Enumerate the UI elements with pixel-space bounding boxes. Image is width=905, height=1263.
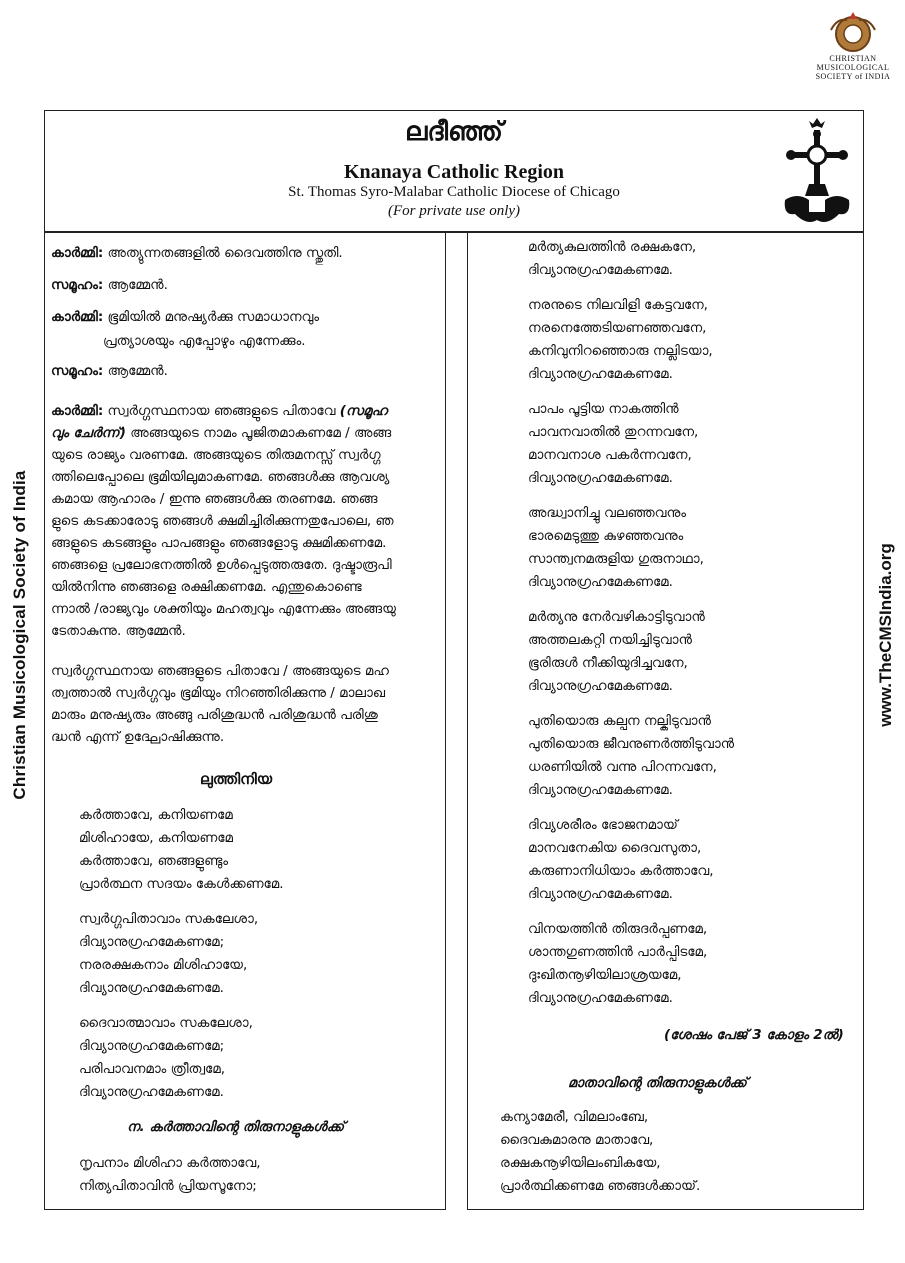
stanza-line: ദിവ്യാനുഗ്രഹമേകണമേ; — [79, 934, 225, 950]
diocese-name: St. Thomas Syro-Malabar Catholic Diocese of Chicago — [288, 184, 620, 200]
stanza-line: പ്രാർത്ഥിക്കണമേ ഞങ്ങൾക്കായ്. — [500, 1178, 701, 1194]
stanza-line: പുതിയൊരു കല്പന നല്കിടുവാൻ — [528, 713, 711, 729]
stanza-line: ദിവ്യാനുഗ്രഹമേകണമേ. — [528, 470, 673, 486]
stanza-line: പാവനവാതിൽ തുറന്നവനേ, — [528, 424, 699, 440]
prayer-line: യുടെ രാജ്യം വരണമേ. അങ്ങയുടെ തിരുമനസ്സ് സ്വർഗ്ഗ — [51, 447, 381, 463]
stanza-line: ദുഃഖിതനൂഴിയിലാശ്രയമേ, — [528, 967, 682, 983]
litany-heading: ലുത്തിനിയ — [200, 770, 273, 788]
prayer-line: ളുടെ കടക്കാരോടു ഞങ്ങൾ ക്ഷമിച്ചിരിക്കുന്നതുപോലെ, ഞ — [51, 513, 394, 529]
stanza-line: പ്രാർത്ഥന സദയം കേൾക്കണമേ. — [79, 876, 284, 892]
stanza-line: ദിവ്യാനുഗ്രഹമേകണമേ. — [528, 990, 673, 1006]
stanza-line: ദിവ്യാനുഗ്രഹമേകണമേ. — [79, 1084, 224, 1100]
praise-line: മാരും മനുഷ്യരും അങ്ങു പരിശുദ്ധൻ പരിശുദ്ധൻ പരിശു — [51, 707, 378, 723]
stanza-line: സാന്ത്വനമരുളിയ ഗുരുനാഥാ, — [528, 551, 704, 567]
side-text-left-label: Christian Musicological Society of India — [10, 470, 29, 800]
stanza-line: പുതിയൊരു ജീവനുണർത്തിടുവാൻ — [528, 736, 735, 752]
stanza-line: മിശിഹായേ, കനിയണമേ — [79, 830, 233, 846]
stanza-line: ഭൂരിരുൾ നീക്കിയുദിച്ചവനേ, — [528, 655, 688, 671]
prayer-line: ഞങ്ങളെ പ്രലോഭനത്തിൽ ഉൾപ്പെടുത്തരുതേ. ദുഷ്ടാരൂപി — [51, 557, 392, 573]
page-title: ലദീഞ്ഞ് — [405, 117, 503, 147]
logo-line-1: CHRISTIAN — [829, 54, 877, 63]
stanza-line: ദിവ്യാനുഗ്രഹമേകണമേ. — [528, 782, 673, 798]
cms-emblem-icon — [823, 10, 883, 54]
stanza-line: മർത്യകുലത്തിൻ രക്ഷകനേ, — [528, 239, 697, 255]
stanza-line: ദിവ്യാനുഗ്രഹമേകണമേ; — [79, 1038, 225, 1054]
logo-line-3: SOCIETY of INDIA — [815, 72, 891, 81]
stanza-line: ദിവ്യാനുഗ്രഹമേകണമേ. — [528, 886, 673, 902]
stanza-line: നിത്യപിതാവിൻ പ്രിയസൂനോ; — [79, 1178, 257, 1194]
stanza-line: നരനുടെ നിലവിളി കേട്ടവനേ, — [528, 297, 708, 313]
community-line-2: സമൂഹം: ആമ്മേൻ. — [51, 363, 168, 379]
logo-line-2: MUSICOLOGICAL — [816, 63, 890, 72]
stanza-line: ദിവ്യാനുഗ്രഹമേകണമേ. — [528, 678, 673, 694]
celebrant-line-1: കാർമ്മി: അത്യുന്നതങ്ങളിൽ ദൈവത്തിനു സ്തുതി. — [51, 245, 343, 261]
knanaya-cross-icon — [779, 116, 855, 228]
stanza-line: നൃപനാം മിശിഹാ കർത്താവേ, — [79, 1155, 261, 1171]
stanza-line: നരനെത്തേടിയണഞ്ഞവനേ, — [528, 320, 707, 336]
stanza-line: കരുണാനിധിയാം കർത്താവേ, — [528, 863, 714, 879]
stanza-line: പരിപാവനമാം ത്രീത്വമേ, — [79, 1061, 226, 1077]
feast-heading: ന. കർത്താവിന്റെ തിരുനാളുകൾക്ക് — [127, 1119, 345, 1135]
left-column — [44, 232, 446, 1210]
prayer-line: കമായ ആഹാരം / ഇന്നു ഞങ്ങൾക്കു തരണമേ. ഞങ്ങ — [51, 491, 378, 507]
stanza-line: ദിവ്യാനുഗ്രഹമേകണമേ. — [528, 262, 673, 278]
private-use-note: (For private use only) — [387, 203, 521, 219]
prayer-line: ത്തിലെപ്പോലെ ഭൂമിയിലുമാകണമേ. ഞങ്ങൾക്കു ആവശ്യ — [51, 469, 390, 485]
prayer-line: യിൽനിന്നു ഞങ്ങളെ രക്ഷിക്കണമേ. എന്തുകൊണ്ടെ — [51, 579, 362, 595]
stanza-line: ദിവ്യശരീരം ഭോജനമായ് — [528, 817, 678, 833]
stanza-line: നരരക്ഷകനാം മിശിഹായേ, — [79, 957, 248, 973]
header-box — [44, 110, 864, 232]
prayer-line: ന്നാൽ /രാജ്യവും ശക്തിയും മഹത്വവും എന്നേക്കും അങ്ങയു — [51, 601, 396, 617]
column-divider — [446, 232, 467, 233]
stanza-line: കന്യാമേരീ, വിമലാംബേ, — [500, 1109, 649, 1125]
stanza-line: ദൈവകുമാരനു മാതാവേ, — [500, 1132, 654, 1148]
stanza-line: ശാന്തഗുണത്തിൻ പാർപ്പിടമേ, — [528, 944, 708, 960]
stanza-line: അദ്ധ്വാനിച്ചു വലഞ്ഞവനും — [528, 505, 687, 521]
stanza-line: ദൈവാത്മാവാം സകലേശാ, — [79, 1015, 253, 1031]
stanza-line: കർത്താവേ, കനിയണമേ — [79, 807, 233, 823]
stanza-line: ഭാരമെടുത്തു കുഴഞ്ഞവനും — [528, 528, 684, 544]
website-url: www.TheCMSIndia.org — [876, 543, 895, 727]
stanza-line: മാനവനാശ പകർന്നവനേ, — [528, 447, 692, 463]
stanza-line: കർത്താവേ, ഞങ്ങളുണ്ടും — [79, 853, 229, 869]
right-column — [467, 232, 864, 1210]
stanza-line: സ്വർഗ്ഗപിതാവാം സകലേശാ, — [79, 911, 259, 927]
praise-line: ത്വത്താൽ സ്വർഗ്ഗവും ഭൂമിയും നിറഞ്ഞിരിക്കുന്നു / മാലാഖ — [51, 685, 386, 701]
stanza-line: മാനവനേകിയ ദൈവസുതാ, — [528, 840, 702, 856]
stanza-line: ദിവ്യാനുഗ്രഹമേകണമേ. — [528, 366, 673, 382]
stanza-line: രക്ഷകനൂഴിയിലംബികയേ, — [500, 1155, 661, 1171]
prayer-line: കാർമ്മി: സ്വർഗ്ഗസ്ഥനായ ഞങ്ങളുടെ പിതാവേ (സമൂഹ — [51, 403, 388, 419]
side-text-left — [0, 445, 40, 825]
cms-logo — [808, 10, 898, 92]
stanza-line: ദിവ്യാനുഗ്രഹമേകണമേ. — [528, 574, 673, 590]
prayer-line: ങ്ങളുടെ കടങ്ങളും പാപങ്ങളും ഞങ്ങളോടു ക്ഷമിക്കണമേ. — [51, 535, 387, 551]
praise-line: സ്വർഗ്ഗസ്ഥനായ ഞങ്ങളുടെ പിതാവേ / അങ്ങയുടെ മഹ — [51, 663, 389, 679]
continued-note: (ശേഷം പേജ് 3 കോളം 2ൽ) — [664, 1027, 844, 1043]
community-line-1: സമൂഹം: ആമ്മേൻ. — [51, 277, 168, 293]
stanza-line: ദിവ്യാനുഗ്രഹമേകണമേ. — [79, 980, 224, 996]
region-name: Knanaya Catholic Region — [343, 161, 565, 183]
celebrant-line-2: കാർമ്മി: ഭൂമിയിൽ മനുഷ്യർക്കു സമാധാനവും — [51, 309, 320, 325]
stanza-line: ധരണിയിൽ വന്നു പിറന്നവനേ, — [528, 759, 717, 775]
stanza-line: വിനയത്തിൻ തിരുദർപ്പണമേ, — [528, 921, 708, 937]
side-text-right — [866, 525, 905, 745]
celebrant-line-2b: പ്രത്യാശയും എപ്പോഴും എന്നേക്കും. — [103, 333, 306, 349]
stanza-line: കനിവുനിറഞ്ഞൊരു നല്ലിടയാ, — [528, 343, 713, 359]
stanza-line: അത്തലകറ്റി നയിച്ചിടുവാൻ — [528, 632, 692, 648]
prayer-line: വും ചേർന്ന്) അങ്ങയുടെ നാമം പൂജിതമാകണമേ / അങ്ങ — [51, 425, 392, 441]
praise-line: ദ്ധൻ എന്ന് ഉദ്ഘോഷിക്കുന്നു. — [51, 729, 225, 745]
mary-feast-heading: മാതാവിന്റെ തിരുനാളുകൾക്ക് — [568, 1075, 747, 1091]
stanza-line: മർത്യനു നേർവഴികാട്ടിടുവാൻ — [528, 609, 705, 625]
prayer-line: ടേതാകുന്നു. ആമ്മേൻ. — [51, 623, 186, 639]
stanza-line: പാപം പൂട്ടിയ നാകത്തിൻ — [528, 401, 679, 417]
